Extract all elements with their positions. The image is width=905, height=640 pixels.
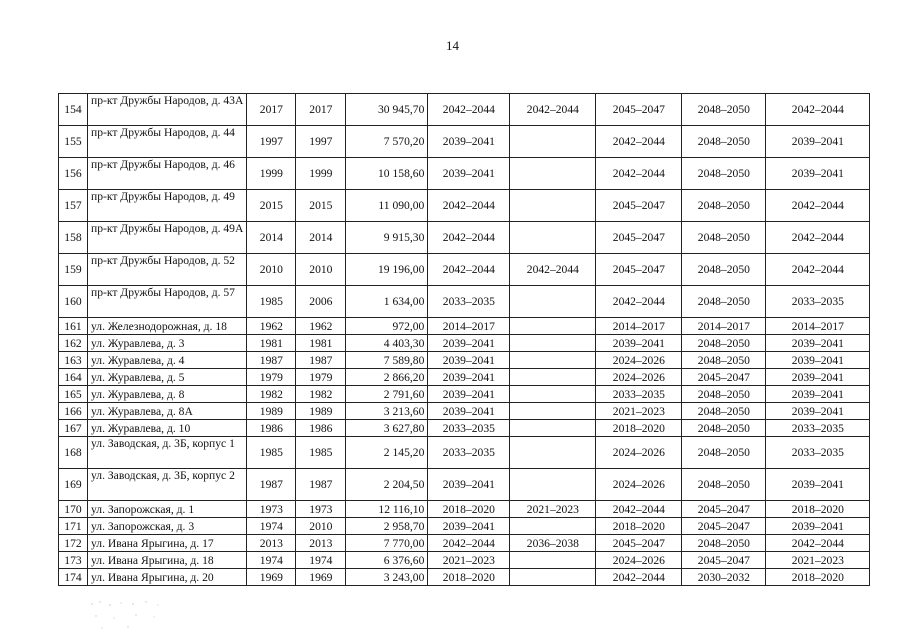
table-row (59, 386, 870, 403)
period-3-cell: 2045–2047 (596, 535, 682, 552)
period-4-cell: 2048–2050 (682, 126, 766, 158)
table-row (59, 501, 870, 518)
year-built-cell: 1989 (247, 403, 296, 420)
year-commissioned-cell: 1981 (296, 335, 346, 352)
area-cell: 3 243,00 (346, 569, 428, 586)
year-built-cell: 1999 (247, 158, 296, 190)
period-2-cell (510, 126, 596, 158)
period-1-cell: 2042–2044 (428, 94, 510, 126)
year-commissioned-cell: 2015 (296, 190, 346, 222)
row-number: 169 (59, 469, 88, 501)
year-commissioned-cell: 2010 (296, 254, 346, 286)
area-cell: 3 627,80 (346, 420, 428, 437)
period-5-cell: 2039–2041 (766, 386, 870, 403)
address-cell: ул. Ивана Ярыгина, д. 17 (88, 535, 247, 552)
year-built-cell: 1979 (247, 369, 296, 386)
year-built-cell: 2010 (247, 254, 296, 286)
period-2-cell (510, 369, 596, 386)
period-3-cell: 2045–2047 (596, 94, 682, 126)
period-5-cell: 2039–2041 (766, 403, 870, 420)
period-3-cell: 2045–2047 (596, 222, 682, 254)
area-cell: 10 158,60 (346, 158, 428, 190)
period-1-cell: 2039–2041 (428, 386, 510, 403)
period-1-cell: 2018–2020 (428, 569, 510, 586)
period-2-cell (510, 420, 596, 437)
area-cell: 2 866,20 (346, 369, 428, 386)
period-5-cell: 2039–2041 (766, 469, 870, 501)
period-3-cell: 2018–2020 (596, 518, 682, 535)
year-commissioned-cell: 1973 (296, 501, 346, 518)
period-2-cell (510, 386, 596, 403)
period-3-cell: 2024–2026 (596, 469, 682, 501)
table-row (59, 318, 870, 335)
year-commissioned-cell: 1986 (296, 420, 346, 437)
year-built-cell: 1987 (247, 352, 296, 369)
period-3-cell: 2042–2044 (596, 501, 682, 518)
table-row (59, 535, 870, 552)
period-2-cell (510, 286, 596, 318)
row-number: 155 (59, 126, 88, 158)
period-4-cell: 2048–2050 (682, 420, 766, 437)
table-row (59, 369, 870, 386)
table-row (59, 158, 870, 190)
row-number: 163 (59, 352, 88, 369)
address-cell: пр-кт Дружбы Народов, д. 44 (88, 126, 247, 158)
table-body (59, 94, 870, 586)
address-cell: пр-кт Дружбы Народов, д. 57 (88, 286, 247, 318)
period-4-cell: 2048–2050 (682, 386, 766, 403)
period-1-cell: 2039–2041 (428, 469, 510, 501)
row-number: 172 (59, 535, 88, 552)
period-4-cell: 2048–2050 (682, 190, 766, 222)
year-built-cell: 2015 (247, 190, 296, 222)
period-2-cell: 2042–2044 (510, 94, 596, 126)
period-4-cell: 2045–2047 (682, 518, 766, 535)
year-built-cell: 1986 (247, 420, 296, 437)
row-number: 174 (59, 569, 88, 586)
table-row (59, 190, 870, 222)
area-cell: 12 116,10 (346, 501, 428, 518)
period-2-cell (510, 318, 596, 335)
year-commissioned-cell: 1989 (296, 403, 346, 420)
period-3-cell: 2024–2026 (596, 369, 682, 386)
area-cell: 972,00 (346, 318, 428, 335)
address-cell: пр-кт Дружбы Народов, д. 46 (88, 158, 247, 190)
year-commissioned-cell: 1979 (296, 369, 346, 386)
period-4-cell: 2014–2017 (682, 318, 766, 335)
address-cell: ул. Запорожская, д. 1 (88, 501, 247, 518)
period-1-cell: 2014–2017 (428, 318, 510, 335)
period-2-cell (510, 552, 596, 569)
period-5-cell: 2042–2044 (766, 222, 870, 254)
year-commissioned-cell: 2013 (296, 535, 346, 552)
period-5-cell: 2039–2041 (766, 126, 870, 158)
table-row (59, 222, 870, 254)
period-5-cell: 2039–2041 (766, 518, 870, 535)
period-1-cell: 2033–2035 (428, 286, 510, 318)
row-number: 171 (59, 518, 88, 535)
address-cell: ул. Ивана Ярыгина, д. 18 (88, 552, 247, 569)
period-3-cell: 2024–2026 (596, 552, 682, 569)
row-number: 170 (59, 501, 88, 518)
period-5-cell: 2018–2020 (766, 501, 870, 518)
address-cell: ул. Журавлева, д. 3 (88, 335, 247, 352)
row-number: 160 (59, 286, 88, 318)
table-row (59, 518, 870, 535)
period-1-cell: 2033–2035 (428, 437, 510, 469)
period-3-cell: 2045–2047 (596, 190, 682, 222)
period-1-cell: 2042–2044 (428, 222, 510, 254)
address-cell: ул. Журавлева, д. 4 (88, 352, 247, 369)
period-5-cell: 2033–2035 (766, 286, 870, 318)
area-cell: 6 376,60 (346, 552, 428, 569)
period-2-cell (510, 569, 596, 586)
year-commissioned-cell: 1999 (296, 158, 346, 190)
year-built-cell: 2014 (247, 222, 296, 254)
period-5-cell: 2039–2041 (766, 158, 870, 190)
area-cell: 7 570,20 (346, 126, 428, 158)
year-built-cell: 1997 (247, 126, 296, 158)
period-3-cell: 2045–2047 (596, 254, 682, 286)
period-1-cell: 2018–2020 (428, 501, 510, 518)
period-3-cell: 2042–2044 (596, 286, 682, 318)
period-2-cell: 2021–2023 (510, 501, 596, 518)
period-5-cell: 2033–2035 (766, 420, 870, 437)
period-3-cell: 2024–2026 (596, 352, 682, 369)
period-3-cell: 2042–2044 (596, 569, 682, 586)
table-row (59, 569, 870, 586)
year-commissioned-cell: 2017 (296, 94, 346, 126)
area-cell: 2 204,50 (346, 469, 428, 501)
table-row (59, 126, 870, 158)
row-number: 156 (59, 158, 88, 190)
period-2-cell (510, 190, 596, 222)
period-4-cell: 2030–2032 (682, 569, 766, 586)
period-2-cell (510, 158, 596, 190)
year-commissioned-cell: 1997 (296, 126, 346, 158)
period-4-cell: 2048–2050 (682, 469, 766, 501)
row-number: 167 (59, 420, 88, 437)
period-3-cell: 2033–2035 (596, 386, 682, 403)
period-4-cell: 2048–2050 (682, 403, 766, 420)
year-commissioned-cell: 1987 (296, 469, 346, 501)
period-4-cell: 2045–2047 (682, 552, 766, 569)
period-2-cell (510, 403, 596, 420)
period-1-cell: 2042–2044 (428, 254, 510, 286)
period-5-cell: 2033–2035 (766, 437, 870, 469)
period-5-cell: 2042–2044 (766, 535, 870, 552)
row-number: 158 (59, 222, 88, 254)
period-5-cell: 2042–2044 (766, 190, 870, 222)
row-number: 166 (59, 403, 88, 420)
row-number: 159 (59, 254, 88, 286)
table-row (59, 335, 870, 352)
address-cell: ул. Журавлева, д. 8А (88, 403, 247, 420)
address-cell: ул. Железнодорожная, д. 18 (88, 318, 247, 335)
address-cell: ул. Заводская, д. 3Б, корпус 1 (88, 437, 247, 469)
year-commissioned-cell: 2014 (296, 222, 346, 254)
period-1-cell: 2039–2041 (428, 369, 510, 386)
period-3-cell: 2021–2023 (596, 403, 682, 420)
address-cell: ул. Запорожская, д. 3 (88, 518, 247, 535)
row-number: 168 (59, 437, 88, 469)
period-3-cell: 2024–2026 (596, 437, 682, 469)
period-1-cell: 2021–2023 (428, 552, 510, 569)
row-number: 154 (59, 94, 88, 126)
row-number: 173 (59, 552, 88, 569)
year-built-cell: 1985 (247, 286, 296, 318)
year-commissioned-cell: 1985 (296, 437, 346, 469)
period-1-cell: 2039–2041 (428, 158, 510, 190)
period-1-cell: 2042–2044 (428, 190, 510, 222)
period-2-cell: 2042–2044 (510, 254, 596, 286)
year-built-cell: 1962 (247, 318, 296, 335)
area-cell: 2 145,20 (346, 437, 428, 469)
period-3-cell: 2042–2044 (596, 158, 682, 190)
period-1-cell: 2039–2041 (428, 335, 510, 352)
period-5-cell: 2042–2044 (766, 94, 870, 126)
area-cell: 11 090,00 (346, 190, 428, 222)
year-commissioned-cell: 1982 (296, 386, 346, 403)
year-built-cell: 1973 (247, 501, 296, 518)
year-commissioned-cell: 1969 (296, 569, 346, 586)
year-commissioned-cell: 2006 (296, 286, 346, 318)
page-number: 14 (446, 38, 459, 53)
period-2-cell (510, 518, 596, 535)
year-built-cell: 2017 (247, 94, 296, 126)
row-number: 162 (59, 335, 88, 352)
year-built-cell: 1982 (247, 386, 296, 403)
row-number: 165 (59, 386, 88, 403)
table-row (59, 420, 870, 437)
address-cell: ул. Заводская, д. 3Б, корпус 2 (88, 469, 247, 501)
period-1-cell: 2039–2041 (428, 126, 510, 158)
address-cell: пр-кт Дружбы Народов, д. 49 (88, 190, 247, 222)
period-4-cell: 2045–2047 (682, 501, 766, 518)
year-built-cell: 1974 (247, 552, 296, 569)
scan-artifact-decoration (88, 598, 168, 632)
period-4-cell: 2048–2050 (682, 222, 766, 254)
period-2-cell (510, 352, 596, 369)
address-cell: пр-кт Дружбы Народов, д. 43А (88, 94, 247, 126)
period-5-cell: 2042–2044 (766, 254, 870, 286)
period-4-cell: 2048–2050 (682, 94, 766, 126)
area-cell: 7 770,00 (346, 535, 428, 552)
address-cell: ул. Ивана Ярыгина, д. 20 (88, 569, 247, 586)
period-4-cell: 2048–2050 (682, 254, 766, 286)
year-built-cell: 1987 (247, 469, 296, 501)
address-cell: ул. Журавлева, д. 5 (88, 369, 247, 386)
period-1-cell: 2039–2041 (428, 403, 510, 420)
period-5-cell: 2018–2020 (766, 569, 870, 586)
area-cell: 19 196,00 (346, 254, 428, 286)
table-row (59, 469, 870, 501)
year-commissioned-cell: 2010 (296, 518, 346, 535)
area-cell: 2 958,70 (346, 518, 428, 535)
period-5-cell: 2039–2041 (766, 369, 870, 386)
housing-registry-table (58, 93, 870, 586)
row-number: 157 (59, 190, 88, 222)
period-4-cell: 2048–2050 (682, 535, 766, 552)
year-commissioned-cell: 1987 (296, 352, 346, 369)
period-1-cell: 2039–2041 (428, 518, 510, 535)
area-cell: 7 589,80 (346, 352, 428, 369)
year-built-cell: 1981 (247, 335, 296, 352)
period-2-cell (510, 335, 596, 352)
period-3-cell: 2042–2044 (596, 126, 682, 158)
period-2-cell (510, 437, 596, 469)
area-cell: 9 915,30 (346, 222, 428, 254)
period-5-cell: 2014–2017 (766, 318, 870, 335)
period-2-cell (510, 222, 596, 254)
table-row (59, 552, 870, 569)
table-row (59, 352, 870, 369)
period-5-cell: 2039–2041 (766, 352, 870, 369)
period-2-cell (510, 469, 596, 501)
period-4-cell: 2048–2050 (682, 158, 766, 190)
period-4-cell: 2048–2050 (682, 335, 766, 352)
table-row (59, 286, 870, 318)
address-cell: ул. Журавлева, д. 8 (88, 386, 247, 403)
year-built-cell: 2013 (247, 535, 296, 552)
period-3-cell: 2039–2041 (596, 335, 682, 352)
year-built-cell: 1974 (247, 518, 296, 535)
period-5-cell: 2039–2041 (766, 335, 870, 352)
period-2-cell: 2036–2038 (510, 535, 596, 552)
period-1-cell: 2033–2035 (428, 420, 510, 437)
period-1-cell: 2042–2044 (428, 535, 510, 552)
year-built-cell: 1985 (247, 437, 296, 469)
area-cell: 3 213,60 (346, 403, 428, 420)
table-row (59, 403, 870, 420)
area-cell: 4 403,30 (346, 335, 428, 352)
table-row (59, 437, 870, 469)
period-4-cell: 2048–2050 (682, 437, 766, 469)
address-cell: пр-кт Дружбы Народов, д. 52 (88, 254, 247, 286)
address-cell: ул. Журавлева, д. 10 (88, 420, 247, 437)
year-commissioned-cell: 1962 (296, 318, 346, 335)
address-cell: пр-кт Дружбы Народов, д. 49А (88, 222, 247, 254)
table-row (59, 94, 870, 126)
row-number: 164 (59, 369, 88, 386)
period-5-cell: 2021–2023 (766, 552, 870, 569)
year-built-cell: 1969 (247, 569, 296, 586)
year-commissioned-cell: 1974 (296, 552, 346, 569)
period-1-cell: 2039–2041 (428, 352, 510, 369)
period-3-cell: 2014–2017 (596, 318, 682, 335)
area-cell: 30 945,70 (346, 94, 428, 126)
area-cell: 2 791,60 (346, 386, 428, 403)
period-4-cell: 2048–2050 (682, 286, 766, 318)
period-4-cell: 2045–2047 (682, 369, 766, 386)
row-number: 161 (59, 318, 88, 335)
table-row (59, 254, 870, 286)
period-4-cell: 2048–2050 (682, 352, 766, 369)
period-3-cell: 2018–2020 (596, 420, 682, 437)
area-cell: 1 634,00 (346, 286, 428, 318)
